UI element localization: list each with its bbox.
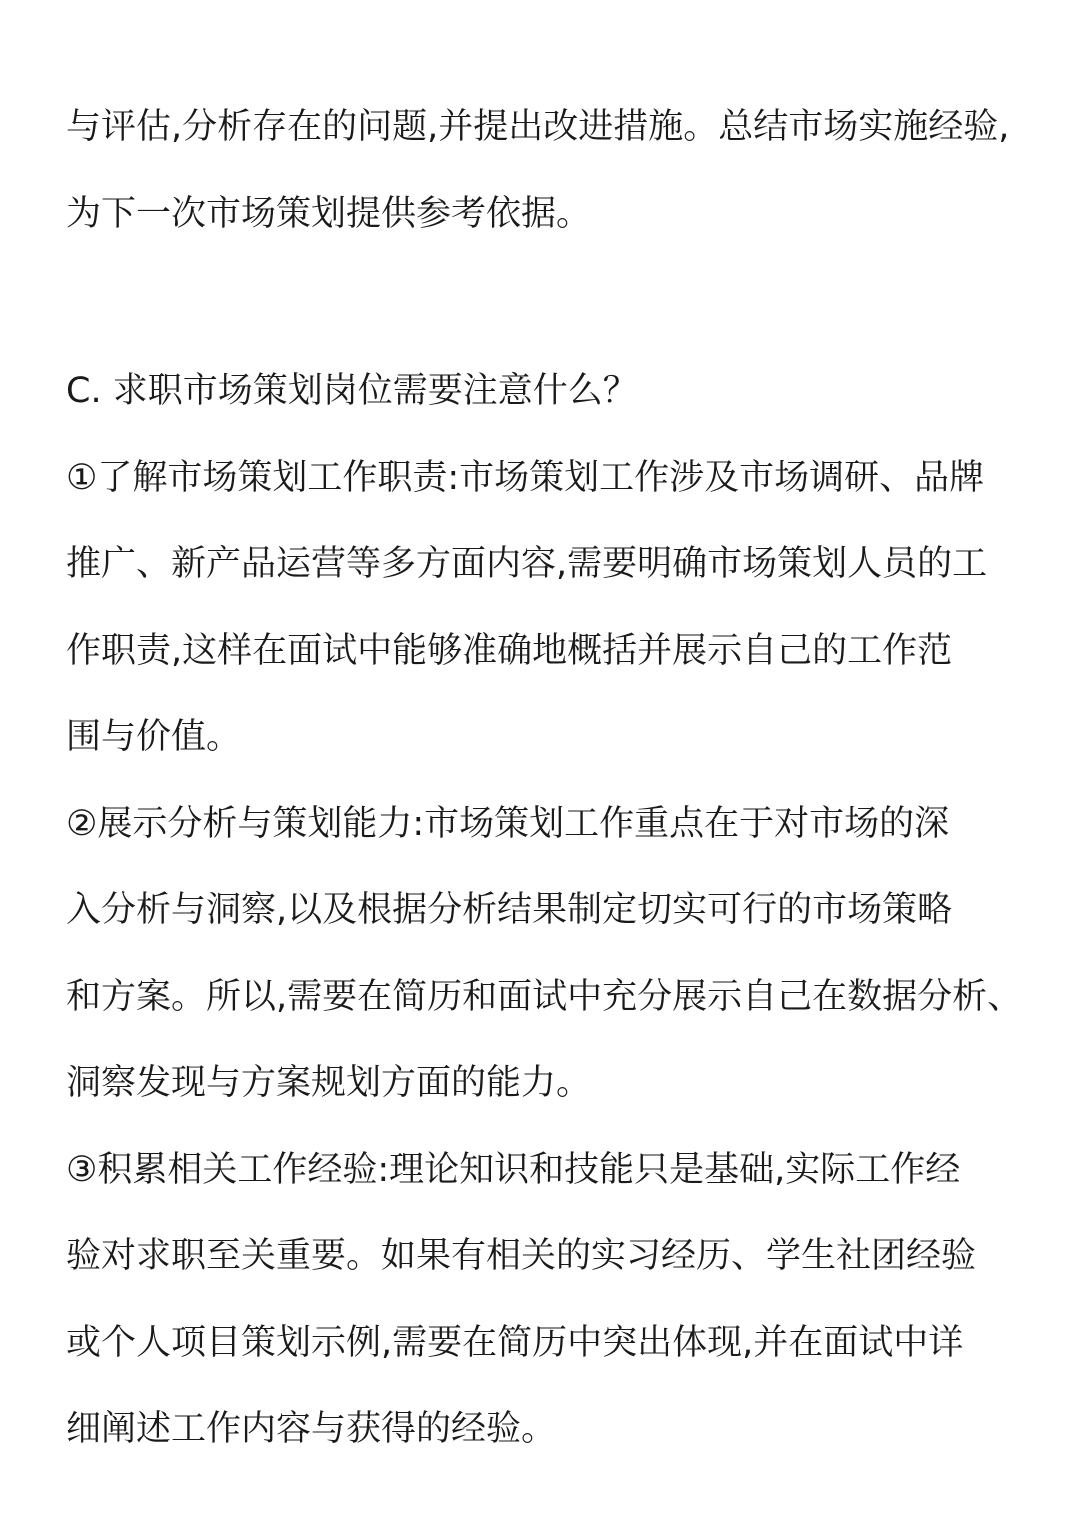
- text-line: 与评估,分析存在的问题,并提出改进措施。总结市场实施经验,: [66, 107, 1010, 147]
- text-line: ②展示分析与策划能力:市场策划工作重点在于对市场的深: [66, 803, 950, 844]
- point-2: [66, 781, 1046, 1127]
- text-line: 洞察发现与方案规划方面的能力。: [66, 1063, 592, 1103]
- paragraph-spacer: [66, 257, 1046, 348]
- text-line: 入分析与洞察,以及根据分析结果制定切实可行的市场策略: [66, 890, 953, 930]
- text-line: 或个人项目策划示例,需要在简历中突出体现,并在面试中详: [66, 1322, 964, 1363]
- heading-line: C. 求职市场策划岗位需要注意什么？: [66, 371, 638, 411]
- text-line: 为下一次市场策划提供参考依据。: [66, 193, 592, 234]
- text-line: 验对求职至关重要。如果有相关的实习经历、学生社团经验: [66, 1236, 977, 1276]
- text-line: ③积累相关工作经验:理论知识和技能只是基础,实际工作经: [66, 1149, 961, 1190]
- point-1: [66, 435, 1046, 781]
- text-line: 作职责,这样在面试中能够准确地概括并展示自己的工作范: [66, 630, 953, 671]
- text-line: 和方案。所以,需要在简历和面试中充分展示自己在数据分析、: [66, 976, 1023, 1017]
- point-3: [66, 1127, 1046, 1473]
- text-line: 细阐述工作内容与获得的经验。: [66, 1409, 557, 1449]
- document-page: [66, 84, 1046, 1473]
- text-line: 推广、新产品运营等多方面内容,需要明确市场策划人员的工: [66, 544, 988, 584]
- section-heading: [66, 348, 1046, 435]
- text-line: 围与价值。: [66, 717, 242, 757]
- text-line: ①了解市场策划工作职责:市场策划工作涉及市场调研、品牌: [66, 457, 985, 498]
- intro-paragraph: [66, 84, 1046, 257]
